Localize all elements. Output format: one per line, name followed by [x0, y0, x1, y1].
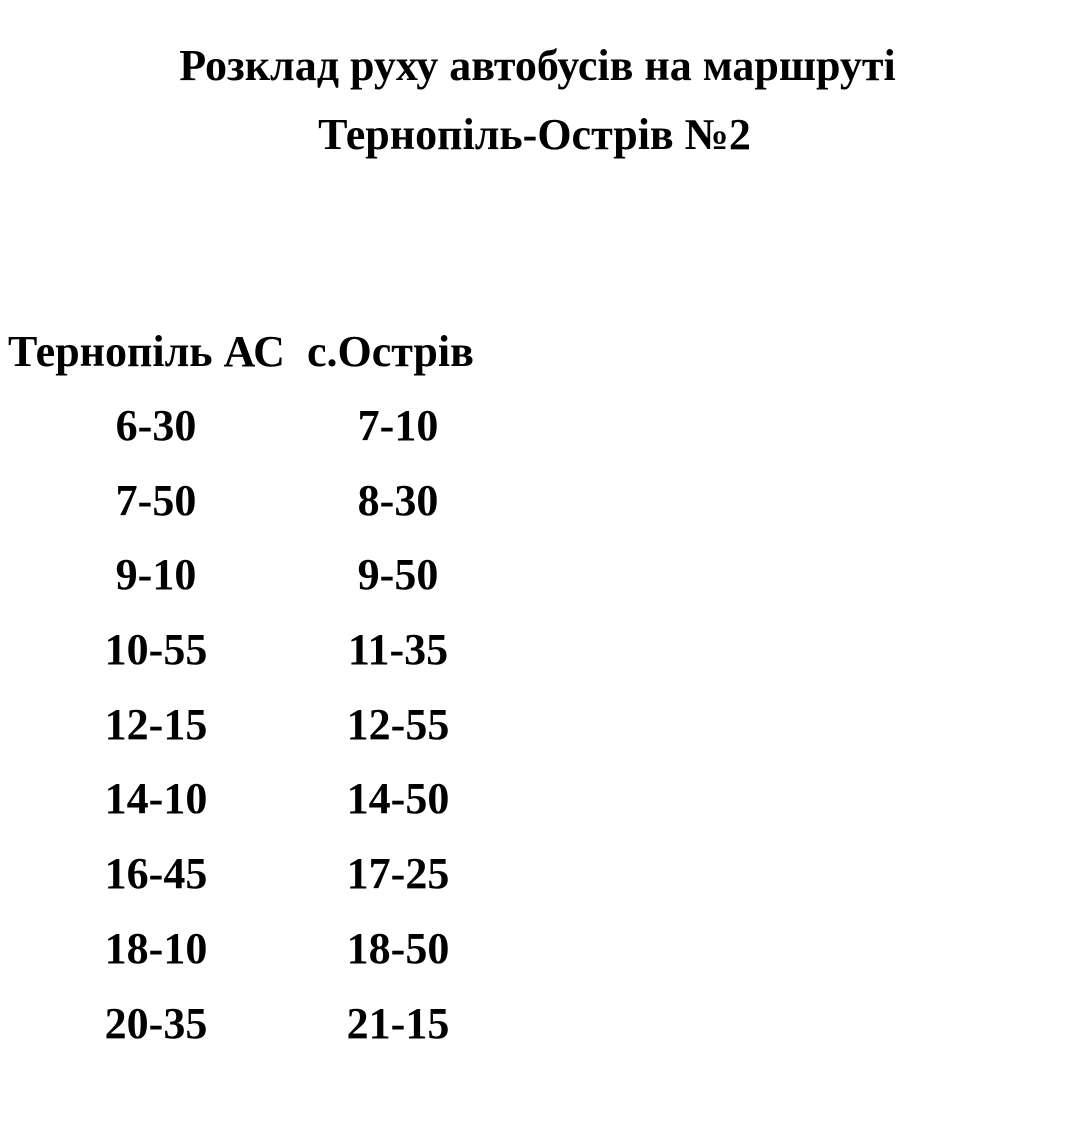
departures-ostriv-list	[298, 400, 498, 1072]
schedule-title-line-1: Розклад руху автобусів на маршруті	[179, 41, 896, 90]
departure-time-ternopil: 10-55	[104, 625, 208, 675]
departure-time-ternopil: 6-30	[115, 401, 197, 450]
departure-time-ternopil: 9-10	[115, 550, 197, 600]
departure-time-ostriv: 18-50	[346, 923, 450, 973]
departure-time-ostriv: 21-15	[346, 998, 450, 1048]
departure-time-ostriv: 14-50	[346, 774, 450, 824]
departure-time-ostriv: 9-50	[357, 550, 439, 600]
departure-time-ostriv: 7-10	[357, 401, 439, 450]
departure-time-ostriv: 8-30	[357, 475, 439, 525]
departure-time-ternopil: 18-10	[104, 923, 208, 973]
departure-time-ternopil: 14-10	[104, 774, 208, 824]
departure-time-ternopil: 16-45	[104, 849, 208, 899]
departure-time-ostriv: 17-25	[346, 849, 450, 899]
column-header-ostriv: с.Острів	[307, 327, 474, 376]
schedule-title-line-2: Тернопіль-Острів №2	[318, 110, 751, 159]
departure-time-ternopil: 20-35	[104, 998, 208, 1048]
departure-time-ostriv: 11-35	[347, 625, 449, 675]
departure-time-ternopil: 7-50	[115, 475, 197, 525]
column-header-ternopil: Тернопіль АС	[8, 327, 285, 376]
departure-time-ostriv: 12-55	[346, 699, 450, 749]
departures-ternopil-list	[56, 400, 256, 1072]
departure-time-ternopil: 12-15	[104, 699, 208, 749]
